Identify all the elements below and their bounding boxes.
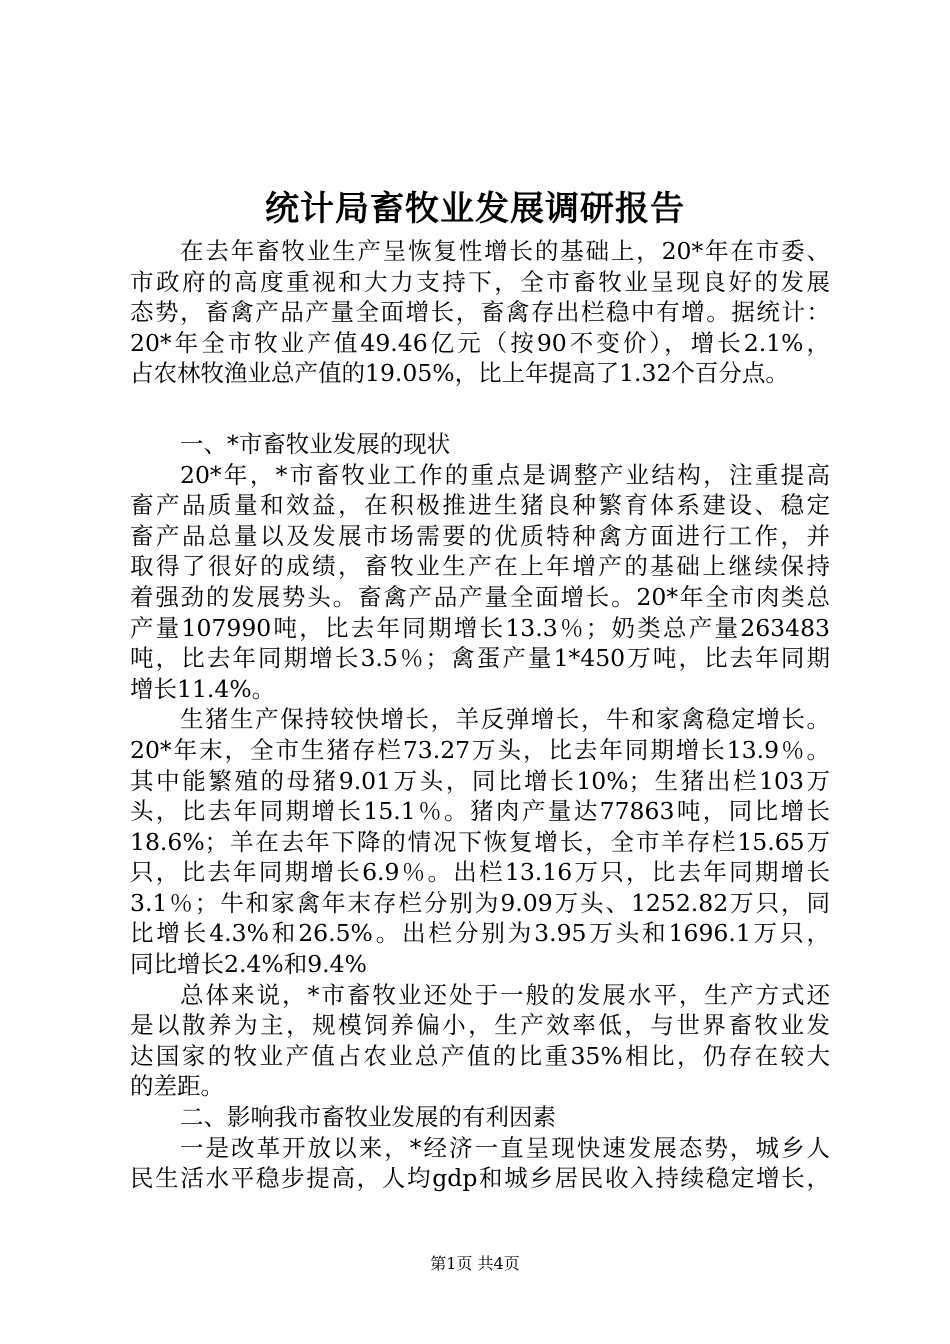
text-line: 20*年，*市畜牧业工作的重点是调整产业结构，注重提高 [180, 460, 830, 489]
text-line: 20*年末，全市生猪存栏73.27万头，比去年同期增长13.9％。 [130, 735, 830, 764]
text-line: 其中能繁殖的母猪9.01万头，同比增长10%；生猪出栏103万 [130, 766, 830, 795]
text-line: 民生活水平稳步提高，人均gdp和城乡居民收入持续稳定增长， [130, 1164, 830, 1193]
text-line: 只，比去年同期增长6.9％。出栏13.16万只，比去年同期增长 [130, 858, 830, 887]
text-line: 总体来说，*市畜牧业还处于一般的发展水平，生产方式还 [180, 980, 830, 1009]
text-line: 是以散养为主，规模饲养偏小，生产效率低，与世界畜牧业发 [130, 1011, 830, 1040]
text-line: 比增长4.3%和26.5%。出栏分别为3.95万头和1696.1万只， [130, 919, 830, 948]
text-line: 畜产品质量和效益，在积极推进生猪良种繁育体系建设、稳定 [130, 491, 830, 520]
document-body [130, 236, 830, 1194]
text-line: 18.6%；羊在去年下降的情况下恢复增长，全市羊存栏15.65万 [130, 827, 830, 856]
text-line: 达国家的牧业产值占农业总产值的比重35%相比，仍存在较大 [130, 1041, 830, 1070]
text-line: 吨，比去年同期增长3.5％；禽蛋产量1*450万吨，比去年同期 [130, 644, 830, 673]
text-line: 态势，畜禽产品产量全面增长，畜禽存出栏稳中有增。据统计： [130, 298, 830, 327]
text-line: 的差距。 [130, 1072, 224, 1101]
text-line: 生猪生产保持较快增长，羊反弹增长，牛和家禽稳定增长。 [180, 705, 830, 734]
text-line: 增长11.4%。 [130, 674, 276, 703]
text-line: 一是改革开放以来，*经济一直呈现快速发展态势，城乡人 [180, 1133, 830, 1162]
paragraph-spacer [130, 389, 830, 429]
text-line: 在去年畜牧业生产呈恢复性增长的基础上，20*年在市委、 [180, 237, 830, 265]
page-footer: 第1页 共4页 [430, 1254, 520, 1273]
text-line: 20*年全市牧业产值49.46亿元（按90不变价），增长2.1%， [130, 328, 830, 357]
text-line: 畜产品总量以及发展市场需要的优质特种禽方面进行工作，并 [130, 521, 830, 550]
text-line: 取得了很好的成绩，畜牧业生产在上年增产的基础上继续保持 [130, 552, 830, 581]
text-line: 3.1％；牛和家禽年末存栏分别为9.09万头、1252.82万只，同 [130, 888, 830, 917]
text-line: 占农林牧渔业总产值的19.05%，比上年提高了1.32个百分点。 [130, 359, 789, 388]
text-line: 产量107990吨，比去年同期增长13.3％；奶类总产量263483 [130, 613, 830, 642]
text-line: 头，比去年同期增长15.1％。猪肉产量达77863吨，同比增长 [130, 797, 830, 826]
text-line: 着强劲的发展势头。畜禽产品产量全面增长。20*年全市肉类总 [130, 582, 830, 611]
document-title: 统计局畜牧业发展调研报告 [265, 189, 685, 229]
section-heading: 二、影响我市畜牧业发展的有利因素 [180, 1103, 556, 1132]
section-heading: 一、*市畜牧业发展的现状 [180, 429, 451, 458]
text-line: 市政府的高度重视和大力支持下，全市畜牧业呈现良好的发展 [130, 267, 830, 296]
text-line: 同比增长2.4%和9.4% [130, 950, 367, 979]
